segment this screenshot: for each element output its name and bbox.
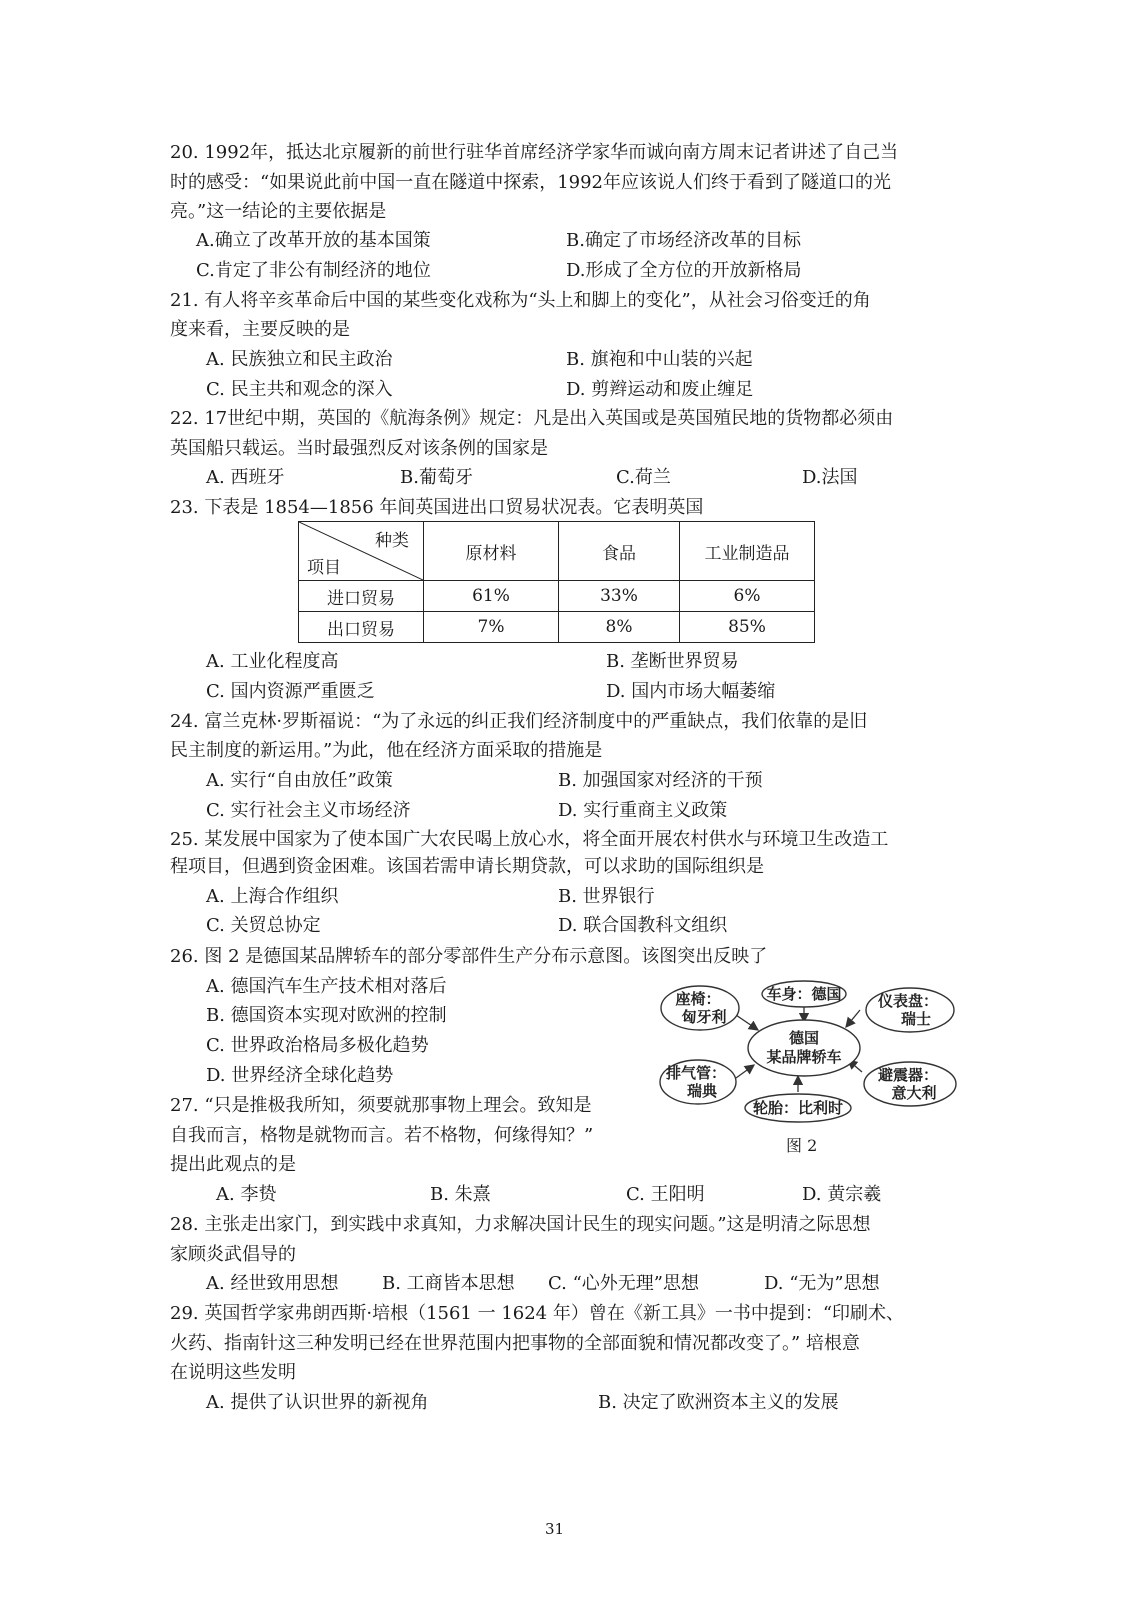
q21-option-b: B. 旗袍和中山装的兴起	[566, 349, 753, 370]
q24-stem-line1: 24. 富兰克林·罗斯福说：“为了永远的纠正我们经济制度中的严重缺点，我们依靠的是旧	[170, 711, 868, 732]
q23-option-a: A. 工业化程度高	[206, 651, 339, 672]
q22-option-d: D.法国	[802, 467, 858, 488]
table-cell: 7%	[424, 612, 559, 643]
table-header: 工业制造品	[680, 522, 815, 581]
q29-stem-line1: 29. 英国哲学家弗朗西斯·培根（1561 一 1624 年）曾在《新工具》一书中提到：“印刷术、	[170, 1303, 905, 1324]
table-corner-cell	[299, 522, 424, 581]
q25-stem-line1: 25. 某发展中国家为了使本国广大农民喝上放心水，将全面开展农村供水与环境卫生改造工	[170, 829, 889, 850]
corner-label-item: 项目	[307, 558, 341, 578]
table-header: 食品	[559, 522, 680, 581]
dashboard-label-line2: 瑞士	[900, 1011, 932, 1028]
page-number: 31	[545, 1520, 565, 1538]
q20-stem-line2: 时的感受：“如果说此前中国一直在隧道中探索，1992年应该说人们终于看到了隧道口的光	[170, 172, 892, 193]
table-row	[299, 581, 815, 612]
body-label: 车身：德国	[766, 986, 842, 1003]
dashboard-label-line1: 仪表盘：	[877, 993, 939, 1010]
shock-label-line2: 意大利	[891, 1085, 937, 1102]
q24-stem-line2: 民主制度的新运用。”为此，他在经济方面采取的措施是	[170, 740, 603, 761]
seat-label-line2: 匈牙利	[681, 1009, 727, 1026]
figure-caption: 图 2	[786, 1136, 818, 1155]
q24-option-b: B. 加强国家对经济的干预	[558, 770, 763, 791]
q20-option-a: A.确立了改革开放的基本国策	[196, 230, 431, 251]
q27-stem-line3: 提出此观点的是	[170, 1154, 296, 1175]
exhaust-label-line2: 瑞典	[686, 1083, 718, 1100]
q25-option-a: A. 上海合作组织	[206, 886, 339, 907]
center-node	[748, 1020, 860, 1076]
q26-option-a: A. 德国汽车生产技术相对落后	[206, 976, 447, 997]
q20-option-c: C.肯定了非公有制经济的地位	[196, 260, 431, 281]
q23-option-b: B. 垄断世界贸易	[606, 651, 739, 672]
q20-stem-line3: 亮。”这一结论的主要依据是	[170, 201, 387, 222]
q28-option-d: D. “无为”思想	[764, 1273, 880, 1294]
q21-option-a: A. 民族独立和民主政治	[206, 349, 393, 370]
center-label-line2: 某品牌轿车	[766, 1049, 842, 1066]
q27-option-a: A. 李贽	[216, 1184, 277, 1205]
table-row-label: 出口贸易	[299, 612, 424, 643]
q25-stem-line2: 程项目，但遇到资金困难。该国若需申请长期贷款，可以求助的国际组织是	[170, 856, 764, 877]
q21-option-d: D. 剪辫运动和废止缠足	[566, 379, 754, 400]
table-cell: 33%	[559, 581, 680, 612]
q23-option-d: D. 国内市场大幅萎缩	[606, 681, 776, 702]
q22-option-a: A. 西班牙	[206, 467, 285, 488]
table-cell: 6%	[680, 581, 815, 612]
q23-option-c: C. 国内资源严重匮乏	[206, 681, 375, 702]
q27-stem-line1: 27. “只是推极我所知，须要就那事物上理会。致知是	[170, 1095, 592, 1116]
q28-stem-line2: 家顾炎武倡导的	[170, 1244, 296, 1265]
table-cell: 8%	[559, 612, 680, 643]
q20-stem-line1: 20. 1992年，抵达北京履新的前世行驻华首席经济学家华而诚向南方周末记者讲述了自己当	[170, 142, 899, 163]
q21-stem-line2: 度来看，主要反映的是	[170, 319, 350, 340]
q26-option-d: D. 世界经济全球化趋势	[206, 1065, 394, 1086]
table-header-row	[299, 522, 815, 581]
q22-stem-line2: 英国船只载运。当时最强烈反对该条例的国家是	[170, 438, 548, 459]
q22-option-b: B.葡萄牙	[400, 467, 473, 488]
q24-option-c: C. 实行社会主义市场经济	[206, 800, 411, 821]
q29-option-a: A. 提供了认识世界的新视角	[206, 1392, 429, 1413]
q26-option-b: B. 德国资本实现对欧洲的控制	[206, 1005, 447, 1026]
q28-option-a: A. 经世致用思想	[206, 1273, 339, 1294]
q24-option-a: A. 实行“自由放任”政策	[206, 770, 393, 791]
q20-option-d: D.形成了全方位的开放新格局	[566, 260, 802, 281]
q29-stem-line2: 火药、指南针这三种发明已经在世界范围内把事物的全部面貌和情况都改变了。” 培根意	[170, 1333, 860, 1354]
q21-stem-line1: 21. 有人将辛亥革命后中国的某些变化戏称为“头上和脚上的变化”，从社会习俗变迁的角	[170, 290, 871, 311]
q24-option-d: D. 实行重商主义政策	[558, 800, 728, 821]
table-row-label: 进口贸易	[299, 581, 424, 612]
center-label-line1: 德国	[788, 1030, 820, 1047]
q25-option-c: C. 关贸总协定	[206, 915, 321, 936]
q23-stem-line1: 23. 下表是 1854—1856 年间英国进出口贸易状况表。它表明英国	[170, 497, 704, 518]
q29-stem-line3: 在说明这些发明	[170, 1362, 296, 1383]
q22-option-c: C.荷兰	[616, 467, 671, 488]
q27-option-b: B. 朱熹	[430, 1184, 491, 1205]
q25-option-d: D. 联合国教科文组织	[558, 915, 728, 936]
table-row	[299, 612, 815, 643]
q27-option-d: D. 黄宗羲	[802, 1184, 882, 1205]
tire-label: 轮胎：比利时	[752, 1100, 844, 1117]
q27-option-c: C. 王阳明	[626, 1184, 705, 1205]
corner-label-category: 种类	[375, 531, 409, 551]
exhaust-label-line1: 排气管：	[665, 1065, 727, 1082]
table-cell: 61%	[424, 581, 559, 612]
q20-option-b: B.确定了市场经济改革的目标	[566, 230, 801, 251]
q21-option-c: C. 民主共和观念的深入	[206, 379, 393, 400]
q22-stem-line1: 22. 17世纪中期，英国的《航海条例》规定：凡是出入英国或是英国殖民地的货物都必须由	[170, 408, 894, 429]
shock-label-line1: 避震器：	[877, 1067, 939, 1084]
q28-option-b: B. 工商皆本思想	[382, 1273, 515, 1294]
trade-table	[298, 521, 815, 643]
q28-option-c: C. “心外无理”思想	[548, 1273, 699, 1294]
q29-option-b: B. 决定了欧洲资本主义的发展	[598, 1392, 839, 1413]
q26-stem-line1: 26. 图 2 是德国某品牌轿车的部分零部件生产分布示意图。该图突出反映了	[170, 946, 768, 967]
q27-stem-line2: 自我而言，格物是就物而言。若不格物，何缘得知？”	[170, 1125, 594, 1146]
q25-option-b: B. 世界银行	[558, 886, 655, 907]
q26-option-c: C. 世界政治格局多极化趋势	[206, 1035, 429, 1056]
table-cell: 85%	[680, 612, 815, 643]
table-header: 原材料	[424, 522, 559, 581]
q28-stem-line1: 28. 主张走出家门，到实践中求真知，力求解决国计民生的现实问题。”这是明清之际思想	[170, 1214, 871, 1235]
seat-label-line1: 座椅：	[675, 991, 721, 1008]
